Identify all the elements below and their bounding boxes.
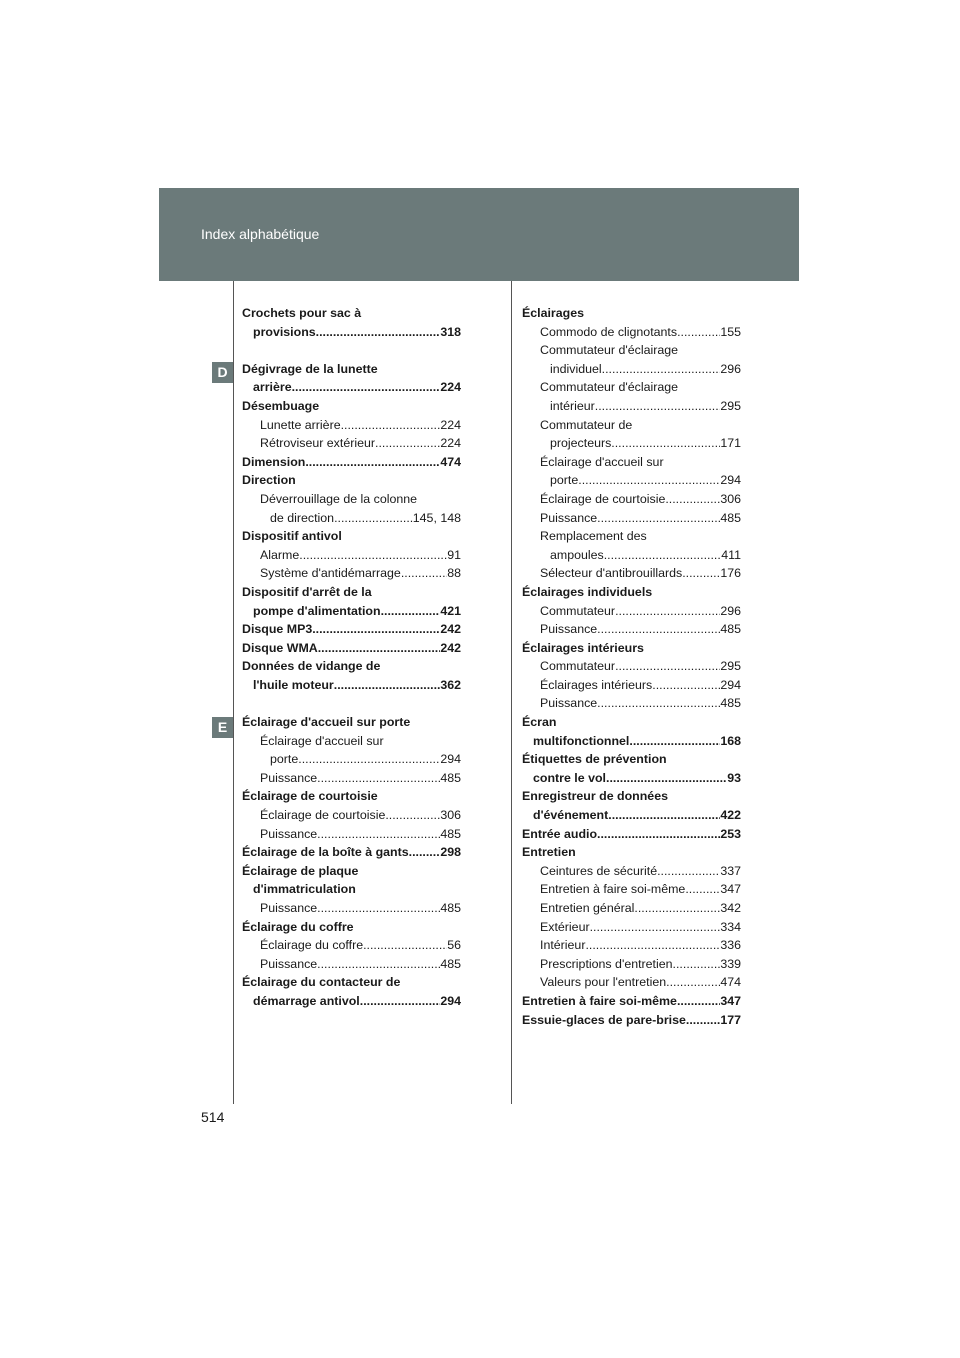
index-entry: Éclairage de courtoisie — [242, 789, 378, 804]
index-entry: Éclairages intérieurs — [522, 640, 644, 655]
index-entry: Dégivrage de la lunette — [242, 361, 378, 376]
index-subentry: Commutateur d'éclairage — [540, 343, 679, 358]
index-entry: d'immatriculation — [253, 882, 356, 897]
index-entry: Essuie-glaces de pare-brise ..... 177 — [522, 1011, 741, 1030]
index-entry: Éclairage d'accueil sur porte — [242, 715, 411, 730]
index-subentry: Puissance ..... 485 — [522, 509, 741, 528]
index-entry: démarrage antivol ..... 294 — [242, 992, 461, 1011]
index-entry: Étiquettes de prévention — [522, 752, 667, 767]
index-entry: arrière ..... 224 — [242, 378, 461, 397]
index-subentry: Éclairage de courtoisie ..... 306 — [242, 806, 461, 825]
section-tab-e: E — [212, 717, 233, 738]
index-entry: Enregistreur de données — [522, 789, 668, 804]
index-subentry: Puissance ..... 485 — [242, 955, 461, 974]
index-subentry: Commutateur d'éclairage — [540, 380, 679, 395]
index-subentry: individuel ..... 296 — [522, 360, 741, 379]
index-subentry: Sélecteur d'antibrouillards ..... 176 — [522, 564, 741, 583]
index-subentry: de direction ..... 145, 148 — [242, 509, 461, 528]
index-subentry: porte ..... 294 — [242, 750, 461, 769]
index-subentry: Prescriptions d'entretien ..... 339 — [522, 955, 741, 974]
index-subentry: Éclairage d'accueil sur — [540, 454, 664, 469]
index-subentry: ampoules ..... 411 — [522, 546, 741, 565]
index-subentry: Puissance ..... 485 — [242, 769, 461, 788]
index-subentry: porte ..... 294 — [522, 471, 741, 490]
index-subentry: Puissance ..... 485 — [242, 825, 461, 844]
index-entry: Éclairage du coffre — [242, 919, 354, 934]
index-subentry: Éclairage d'accueil sur — [260, 733, 384, 748]
index-subentry: Entretien à faire soi-même ..... 347 — [522, 880, 741, 899]
index-subentry: Puissance ..... 485 — [242, 899, 461, 918]
index-subentry: Valeurs pour l'entretien ..... 474 — [522, 973, 741, 992]
index-entry: multifonctionnel ..... 168 — [522, 732, 741, 751]
middle-rule — [511, 281, 512, 1104]
index-entry: Disque MP3 ..... 242 — [242, 620, 461, 639]
index-subentry: projecteurs ..... 171 — [522, 434, 741, 453]
left-rule — [233, 281, 234, 1104]
index-subentry: Remplacement des — [540, 529, 647, 544]
index-subentry: Puissance ..... 485 — [522, 620, 741, 639]
index-entry: Dimension ..... 474 — [242, 453, 461, 472]
index-entry: Éclairages individuels — [522, 584, 653, 599]
index-entry: Entrée audio ..... 253 — [522, 825, 741, 844]
index-subentry: Système d'antidémarrage ..... 88 — [242, 564, 461, 583]
index-column-right — [522, 304, 741, 1029]
index-entry: provisions ..... 318 — [242, 323, 461, 342]
index-entry: Dispositif antivol — [242, 529, 342, 544]
index-subentry: Puissance ..... 485 — [522, 694, 741, 713]
index-subentry: Éclairage de courtoisie ..... 306 — [522, 490, 741, 509]
index-subentry: Rétroviseur extérieur ..... 224 — [242, 434, 461, 453]
index-subentry: Alarme ..... 91 — [242, 546, 461, 565]
section-tab-d: D — [212, 362, 233, 383]
index-subentry: Commutateur ..... 296 — [522, 602, 741, 621]
index-subentry: Intérieur ..... 336 — [522, 936, 741, 955]
index-entry: Éclairage de la boîte à gants ..... 298 — [242, 843, 461, 862]
index-entry: Direction — [242, 473, 296, 488]
index-entry: d'événement ..... 422 — [522, 806, 741, 825]
index-entry: contre le vol ..... 93 — [522, 769, 741, 788]
index-entry: Éclairage de plaque — [242, 863, 359, 878]
index-entry: Entretien à faire soi-même ..... 347 — [522, 992, 741, 1011]
index-subentry: Ceintures de sécurité ..... 337 — [522, 862, 741, 881]
index-entry: l'huile moteur ..... 362 — [242, 676, 461, 695]
index-entry: Éclairages — [522, 306, 584, 320]
index-subentry: Éclairage du coffre ..... 56 — [242, 936, 461, 955]
index-entry: Disque WMA ..... 242 — [242, 639, 461, 658]
index-column-left — [242, 304, 461, 1011]
index-subentry: intérieur ..... 295 — [522, 397, 741, 416]
index-entry: Crochets pour sac à — [242, 306, 362, 320]
index-subentry: Commodo de clignotants ..... 155 — [522, 323, 741, 342]
index-entry: Entretien — [522, 845, 576, 860]
index-entry: Éclairage du contacteur de — [242, 975, 401, 990]
index-subentry: Entretien général ..... 342 — [522, 899, 741, 918]
index-subentry: Commutateur de — [540, 417, 633, 432]
index-subentry: Lunette arrière ..... 224 — [242, 416, 461, 435]
index-entry: pompe d'alimentation ..... 421 — [242, 602, 461, 621]
index-entry: Désembuage — [242, 398, 320, 413]
section-title: Index alphabétique — [201, 226, 320, 242]
index-subentry: Déverrouillage de la colonne — [260, 491, 418, 506]
index-subentry: Éclairages intérieurs ..... 294 — [522, 676, 741, 695]
index-subentry: Extérieur ..... 334 — [522, 918, 741, 937]
index-entry: Écran — [522, 715, 557, 730]
header-bar — [159, 188, 799, 281]
page-number: 514 — [201, 1109, 225, 1125]
index-entry: Dispositif d'arrêt de la — [242, 584, 372, 599]
index-subentry: Commutateur ..... 295 — [522, 657, 741, 676]
index-entry: Données de vidange de — [242, 659, 381, 674]
